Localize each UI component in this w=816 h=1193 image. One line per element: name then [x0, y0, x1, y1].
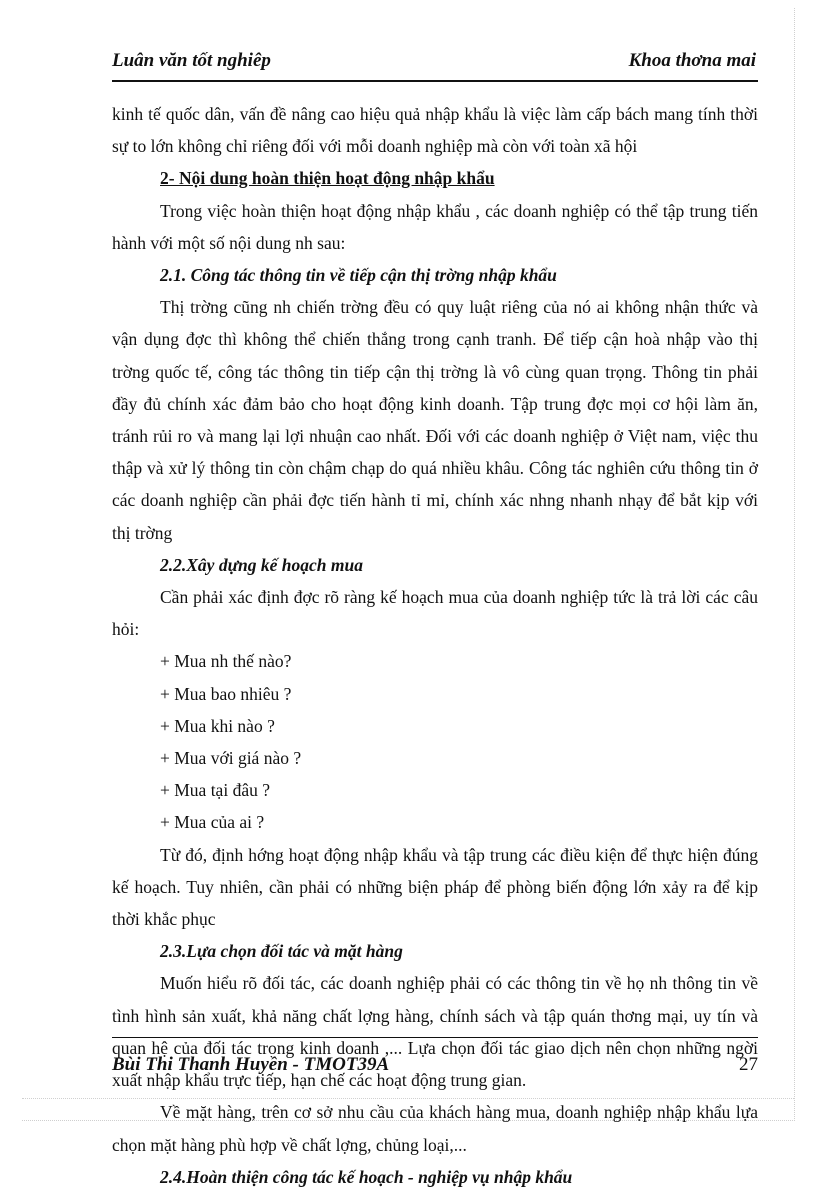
paragraph: Thị trờng cũng nh chiến trờng đều có quy luật riêng của nó ai không nhận thức và vận dụng đợc thì không thể chiến thắng trong cạnh tranh. Để tiếp cận hoà nhập vào thị trờng quốc tế, công tác thông tin tiếp cận thị trờng là vô cùng quan trọng. Thông tin phải đầy đủ chính xác đảm bảo cho hoạt động kinh doanh. Tập trung đợc mọi cơ hội làm ăn, tránh rủi ro và mang lại lợi nhuận cao nhất. Đối với các doanh nghiệp ở Việt nam, việc thu thập và xử lý thông tin còn chậm chạp do quá nhiều khâu. Công tác nghiên cứu thông tin ở các doanh nghiệp cần phải đợc tiến hành tỉ mỉ, chính xác nhng nhanh nhạy để bắt kịp với thị trờng — [112, 297, 758, 543]
subsection-heading: 2.2.Xây dựng kế hoạch mua — [160, 554, 364, 575]
header-faculty: Khoa thơna mai — [628, 50, 756, 71]
subsection-heading: 2.3.Lựa chọn đối tác và mặt hàng — [160, 941, 403, 962]
subsection-heading: 2.4.Hoàn thiện công tác kế hoạch - nghiệp vụ nhập khẩu — [160, 1166, 573, 1187]
list-item: + Mua của ai ? — [160, 812, 265, 833]
footer-author: Bùi Thi Thanh Huyền - TMOT39A — [112, 1054, 390, 1075]
page-body — [112, 98, 758, 1193]
paragraph: Từ đó, định hớng hoạt động nhập khẩu và tập trung các điều kiện để thực hiện đúng kế hoạch. Tuy nhiên, cần phải có những biện pháp để phòng biến động lớn xảy ra để kịp thời khắc phục — [112, 844, 758, 930]
list-item: + Mua tại đâu ? — [160, 780, 270, 801]
page-number: 27 — [739, 1054, 758, 1075]
paragraph: Trong việc hoàn thiện hoạt động nhập khẩu , các doanh nghiệp có thể tập trung tiến hành với một số nội dung nh sau: — [112, 200, 758, 253]
footer-rule — [112, 1037, 758, 1038]
list-item: + Mua bao nhiêu ? — [160, 683, 292, 704]
subsection-heading: 2.1. Công tác thông tin về tiếp cận thị trờng nhập khẩu — [160, 265, 557, 286]
page-header — [112, 46, 758, 82]
paragraph: Về mặt hàng, trên cơ sở nhu cầu của khách hàng mua, doanh nghiệp nhập khẩu lựa chọn mặt hàng phù hợp về chất lợng, chủng loại,... — [112, 1102, 758, 1155]
paragraph: Cần phải xác định đợc rõ ràng kế hoạch mua của doanh nghiệp tức là trả lời các câu hỏi: — [112, 587, 758, 640]
list-item: + Mua khi nào ? — [160, 715, 275, 736]
header-thesis-title: Luân văn tốt nghiêp — [112, 50, 271, 71]
page-bottom-edge — [22, 1098, 794, 1099]
section-heading: 2- Nội dung hoàn thiện hoạt động nhập khẩu — [160, 168, 495, 189]
paragraph: kinh tế quốc dân, vấn đề nâng cao hiệu quả nhập khẩu là việc làm cấp bách mang tính thời sự to lớn không chỉ riêng đối với mỗi doanh nghiệp mà còn với toàn xã hội — [112, 104, 758, 157]
paragraph: Muốn hiểu rõ đối tác, các doanh nghiệp phải có các thông tin về họ nh thông tin về tình hình sản xuất, khả năng chất lợng hàng, chính sách và tập quán thơng mại, uy tín và quan hệ của đối tác trong kinh doanh ,... Lựa chọn đối tác giao dịch nên chọn những ngời xuất nhập khẩu trực tiếp, hạn chế các hoạt động trung gian. — [112, 973, 758, 1091]
list-item: + Mua với giá nào ? — [160, 748, 302, 769]
page-footer — [112, 1054, 758, 1080]
list-item: + Mua nh thế nào? — [160, 651, 292, 672]
